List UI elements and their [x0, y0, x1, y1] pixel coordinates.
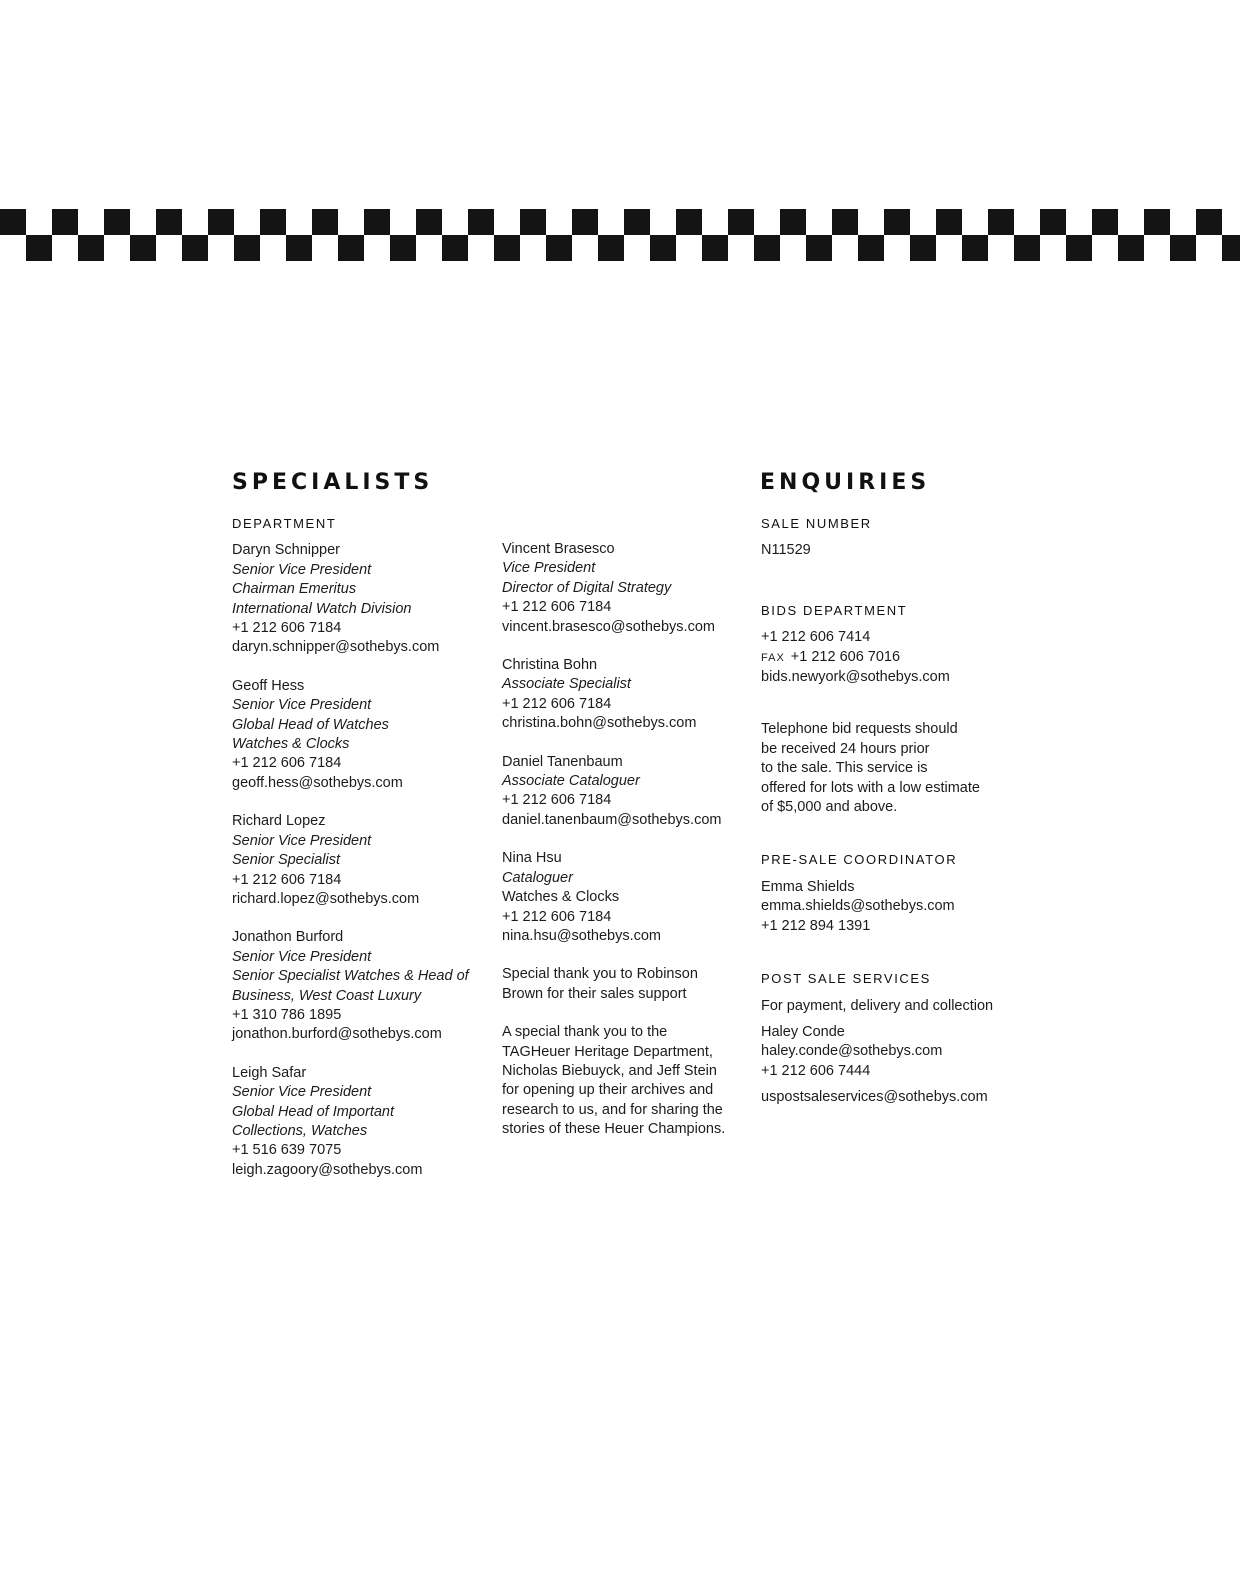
specialist-entry	[232, 928, 492, 1044]
checkered-banner	[0, 209, 1240, 261]
specialist-entry	[502, 849, 752, 946]
specialist-phone: +1 212 606 7184	[232, 755, 342, 772]
specialist-title: Director of Digital Strategy	[502, 579, 672, 596]
paragraph-line: TAGHeuer Heritage Department,	[502, 1043, 713, 1060]
specialist-email[interactable]: richard.lopez@sothebys.com	[232, 890, 420, 907]
paragraph-line: Brown for their sales support	[502, 985, 687, 1002]
specialist-email[interactable]: nina.hsu@sothebys.com	[502, 927, 661, 944]
post-sale-services-label: POST SALE SERVICES	[761, 971, 931, 987]
specialist-title: Senior Vice President	[232, 1084, 372, 1101]
specialist-email[interactable]: vincent.brasesco@sothebys.com	[502, 618, 715, 635]
sale-number-label: SALE NUMBER	[761, 516, 872, 531]
pre-sale-coordinator-label: PRE-SALE COORDINATOR	[761, 852, 958, 868]
specialist-phone: +1 310 786 1895	[232, 1006, 342, 1023]
paragraph-line: Special thank you to Robinson	[502, 966, 698, 983]
bids-phone: +1 212 606 7414	[761, 629, 871, 646]
sale-number: N11529	[761, 542, 811, 559]
specialist-department: Watches & Clocks	[502, 889, 620, 906]
specialist-phone: +1 212 606 7184	[502, 792, 612, 809]
specialist-name: Christina Bohn	[502, 657, 598, 674]
bids-department-label: BIDS DEPARTMENT	[761, 602, 908, 618]
paragraph-line: A special thank you to the	[502, 1024, 668, 1041]
thanks-robinson-brown	[502, 965, 752, 1004]
enquiries-heading: ENQUIRIES	[760, 470, 931, 495]
specialist-name: Daniel Tanenbaum	[502, 753, 623, 770]
column-1-entries	[232, 541, 492, 1180]
specialist-name: Jonathon Burford	[232, 929, 344, 946]
specialist-email[interactable]: daryn.schnipper@sothebys.com	[232, 639, 440, 656]
specialist-name: Daryn Schnipper	[232, 542, 340, 559]
specialist-email[interactable]: leigh.zagoory@sothebys.com	[232, 1161, 423, 1178]
specialist-entry	[232, 1064, 492, 1180]
specialist-email[interactable]: christina.bohn@sothebys.com	[502, 715, 697, 732]
specialist-title: Chairman Emeritus	[232, 581, 357, 598]
paragraph-line: for opening up their archives and	[502, 1082, 714, 1099]
postsale-phone: +1 212 606 7444	[761, 1062, 871, 1079]
specialist-entry	[232, 677, 492, 793]
specialist-entry	[502, 540, 752, 637]
specialist-email[interactable]: jonathon.burford@sothebys.com	[232, 1026, 442, 1043]
specialist-title: Collections, Watches	[232, 1122, 368, 1139]
specialists-heading: SPECIALISTS	[232, 470, 434, 495]
telephone-bid-note	[761, 720, 1031, 817]
specialists-column-1	[232, 514, 492, 1199]
specialist-phone: +1 516 639 7075	[232, 1142, 342, 1159]
specialists-column-2	[502, 540, 752, 1159]
column-2-entries	[502, 540, 752, 946]
paragraph-line: Nicholas Biebuyck, and Jeff Stein	[502, 1062, 717, 1079]
thanks-tagheuer-heritage	[502, 1023, 752, 1139]
postsale-email[interactable]: haley.conde@sothebys.com	[761, 1043, 943, 1060]
specialist-name: Geoff Hess	[232, 677, 305, 694]
paragraph-line: Telephone bid requests should	[761, 721, 958, 738]
specialist-entry	[232, 812, 492, 909]
paragraph-line: offered for lots with a low estimate	[761, 779, 980, 796]
specialist-phone: +1 212 606 7184	[502, 599, 612, 616]
specialist-email[interactable]: geoff.hess@sothebys.com	[232, 774, 403, 791]
specialist-entry	[502, 656, 752, 734]
postsale-name: Haley Conde	[761, 1023, 845, 1040]
specialist-title: Senior Specialist	[232, 852, 340, 869]
presale-name: Emma Shields	[761, 878, 855, 895]
specialist-phone: +1 212 606 7184	[232, 871, 342, 888]
specialist-phone: +1 212 606 7184	[502, 695, 612, 712]
specialist-title: International Watch Division	[232, 600, 412, 617]
specialist-name: Leigh Safar	[232, 1064, 307, 1081]
paragraph-line: be received 24 hours prior	[761, 740, 930, 757]
specialist-title: Watches & Clocks	[232, 736, 350, 753]
department-label: DEPARTMENT	[232, 516, 337, 531]
paragraph-line: stories of these Heuer Champions.	[502, 1121, 726, 1138]
paragraph-line: to the sale. This service is	[761, 760, 928, 777]
specialist-entry	[502, 753, 752, 831]
specialist-title: Senior Vice President	[232, 948, 372, 965]
specialist-title: Global Head of Important	[232, 1103, 395, 1120]
specialist-title: Associate Specialist	[502, 676, 631, 693]
presale-email[interactable]: emma.shields@sothebys.com	[761, 898, 955, 915]
specialist-title: Senior Specialist Watches & Head of	[232, 968, 469, 985]
specialist-name: Richard Lopez	[232, 813, 326, 830]
paragraph-line: research to us, and for sharing the	[502, 1101, 723, 1118]
specialist-title: Senior Vice President	[232, 832, 372, 849]
specialist-name: Nina Hsu	[502, 850, 562, 867]
specialist-entry	[232, 541, 492, 657]
specialist-title: Business, West Coast Luxury	[232, 987, 422, 1004]
enquiries-column	[761, 514, 1031, 1108]
postsale-general-email[interactable]: uspostsaleservices@sothebys.com	[761, 1089, 988, 1106]
specialist-title: Cataloguer	[502, 869, 573, 886]
specialist-title: Senior Vice President	[232, 697, 372, 714]
presale-phone: +1 212 894 1391	[761, 917, 871, 934]
postsale-description: For payment, delivery and collection	[761, 997, 994, 1014]
specialist-title: Senior Vice President	[232, 561, 372, 578]
specialist-title: Associate Cataloguer	[502, 773, 640, 790]
specialist-phone: +1 212 606 7184	[232, 620, 342, 637]
bids-email[interactable]: bids.newyork@sothebys.com	[761, 669, 950, 686]
fax-label: FAX	[761, 651, 785, 664]
specialist-title: Global Head of Watches	[232, 716, 389, 733]
specialist-title: Vice President	[502, 560, 596, 577]
specialist-email[interactable]: daniel.tanenbaum@sothebys.com	[502, 811, 722, 828]
specialist-phone: +1 212 606 7184	[502, 908, 612, 925]
paragraph-line: of $5,000 and above.	[761, 799, 898, 816]
fax-number: +1 212 606 7016	[790, 648, 901, 665]
specialist-name: Vincent Brasesco	[502, 541, 615, 557]
bids-fax	[761, 648, 1031, 668]
